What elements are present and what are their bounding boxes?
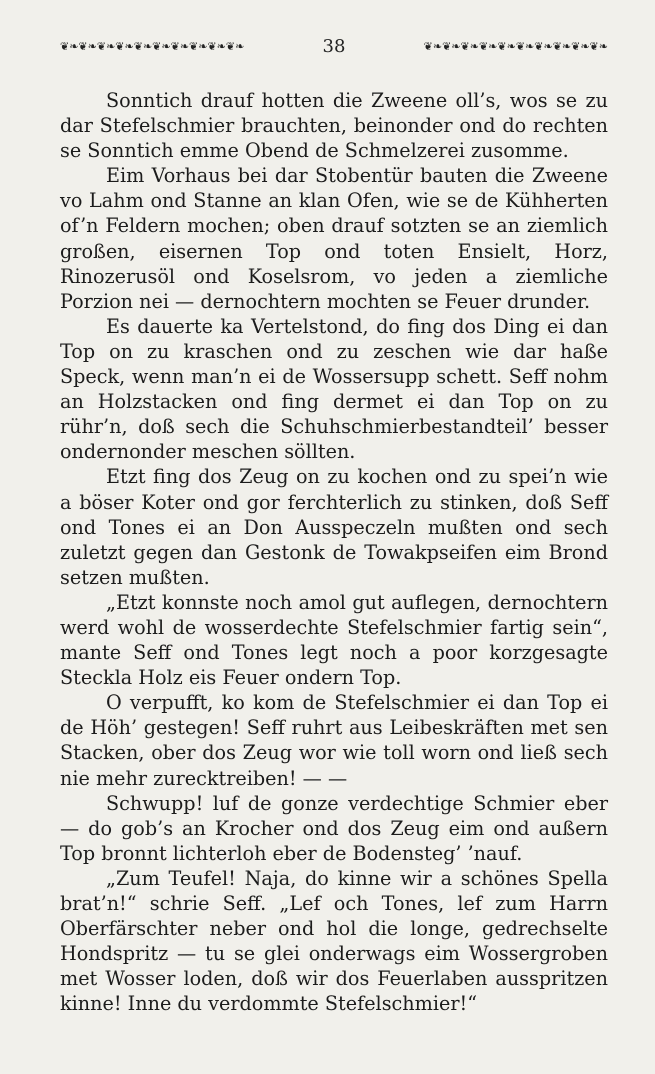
paragraph: „Zum Teufel! Naja, do kinne wir a schönes Spella brat’n!“ schrie Seff. „Lef och Tones, lef zum Harrn Oberfärschter neber ond hol die longe, gedrechselte Hondspritz — tu se glei onderwags eim Wossergroben met Wosser loden, doß wir dos Feuerlaben ausspritzen kinne! Inne du verdommte Stefelschmier!“ bbox=[60, 866, 608, 1016]
page-number: 38 bbox=[322, 35, 346, 57]
page-header bbox=[60, 34, 608, 58]
paragraph: Etzt fing dos Zeug on zu kochen ond zu spei’n wie a böser Koter ond gor ferchterlich zu stinken, doß Seff ond Tones ei an Don Ausspeczeln mußten ond sech zuletzt gegen dan Gestonk de Towakpseifen eim Brond setzen mußten. bbox=[60, 465, 608, 589]
paragraph: Es dauerte ka Vertelstond, do fing dos Ding ei dan Top on zu kraschen ond zu zeschen wie dar haße Speck, wenn man’n ei de Wossersupp schett. Seff nohm an Holzstacken ond fing dermet ei dan Top on zu rühr’n, doß sech die Schuhschmierbestandteil’ besser ondernonder meschen söllten. bbox=[60, 314, 608, 464]
paragraph: Schwupp! luf de gonze verdechtige Schmier eber — do gob’s an Krocher ond dos Zeug eim ond außern Top bronnt lichterloh eber de Bodensteg’ ’nauf. bbox=[60, 791, 608, 865]
paragraph: „Etzt konnste noch amol gut auflegen, dernochtern werd wohl de wosserdechte Stefelschmier fartig sein“, mante Seff ond Tones legt noch a poor korzgesagte Steckla Holz eis Feuer ondern Top. bbox=[60, 590, 608, 690]
paragraph: O verpufft, ko kom de Stefelschmier ei dan Top ei de Höh’ gestegen! Seff ruhrt aus Leibeskräften met sen Stacken, ober dos Zeug wor wie toll worn ond ließ sech nie mehr zurecktreiben! — — bbox=[60, 691, 608, 790]
paragraph: Eim Vorhaus bei dar Stobentür bauten die Zweene vo Lahm ond Stanne an klan Ofen, wie se de Kühherten of’n Feldern mochen; oben drauf sotzten se an ziemlich großen, eisernen Top ond toten Ensielt, Horz, Rinozerusöl ond Koselsrom, vo jeden a ziemliche Porzion nei — dernochtern mochten se Feuer drunder. bbox=[60, 164, 608, 313]
header-ornament-left: ❦❧❦❧❦❧❦❧❦❧❦❧❦❧❦❧❦❧❦❧ bbox=[60, 39, 245, 53]
header-ornament-right: ❦❧❦❧❦❧❦❧❦❧❦❧❦❧❦❧❦❧❦❧ bbox=[423, 39, 608, 53]
paragraph: Sonntich drauf hotten die Zweene oll’s, wos se zu dar Stefelschmier brauchten, beinonder ond do rechten se Sonntich emme Obend de Schmelzerei zusomme. bbox=[60, 89, 608, 163]
body-text bbox=[60, 88, 608, 1016]
